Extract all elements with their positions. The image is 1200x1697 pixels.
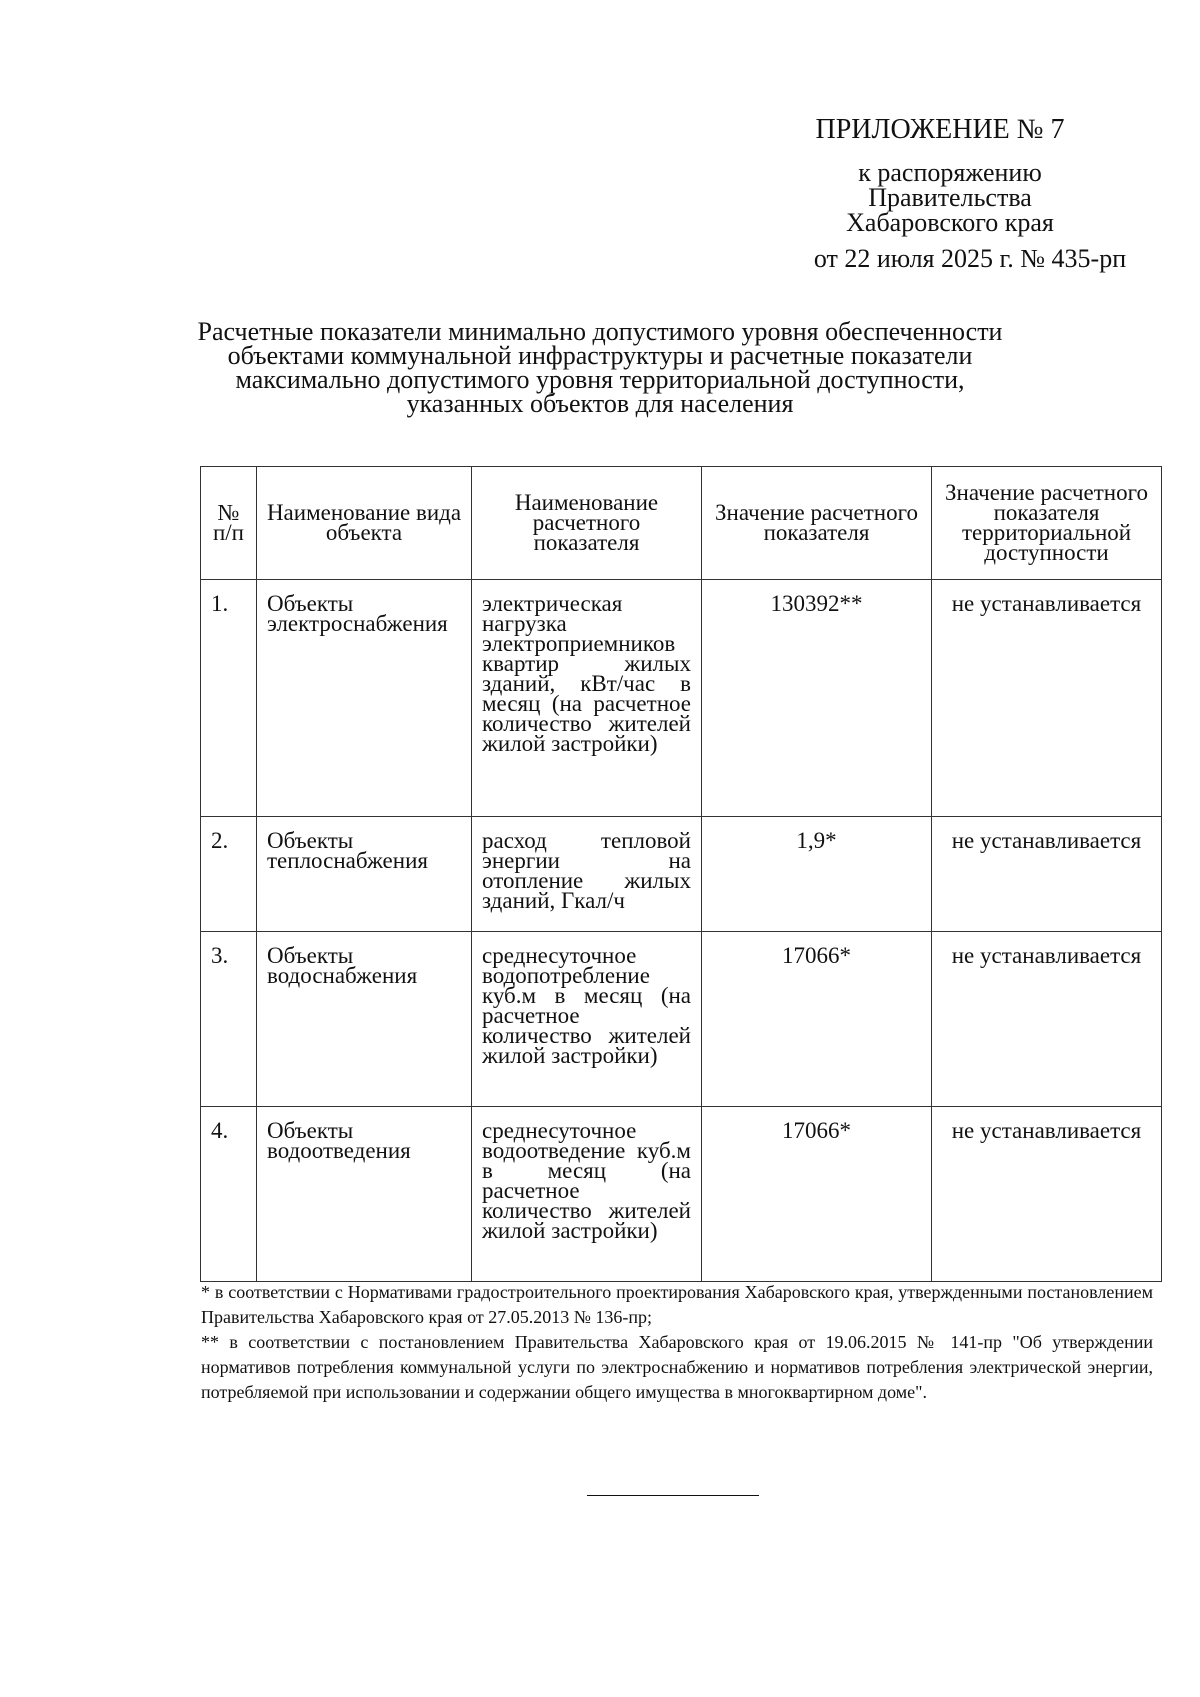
decree-reference-line-1: к распоряжению [858, 158, 1042, 187]
document-title-line-1: Расчетные показатели минимально допустимого уровня обеспеченности [197, 317, 1003, 346]
document-title [150, 317, 1050, 418]
object-kind: Объекты электроснабжения [257, 580, 472, 817]
row-number: 1. [201, 580, 257, 817]
object-kind: Объекты водоотведения [257, 1107, 472, 1282]
table-row [201, 1107, 1162, 1282]
document-title-line-2: объектами коммунальной инфраструктуры и расчетные показатели [227, 341, 973, 370]
indicator-value: 130392** [702, 580, 932, 817]
table-row [201, 580, 1162, 817]
indicator-value: 17066* [702, 932, 932, 1107]
row-number: 4. [201, 1107, 257, 1282]
document-title-line-4: указанных объектов для населения [406, 389, 794, 418]
indicator-value: 1,9* [702, 817, 932, 932]
footnote-single-asterisk: * в соответствии с Нормативами градостроительного проектирования Хабаровского края, утвержденными постановлением Правительства Хабаровского края от 27.05.2013 № 136-пр; [201, 1282, 1153, 1327]
accessibility-value: не устанавливается [932, 932, 1162, 1107]
indicator-name: расход тепловой энергии на отопление жилых зданий, Гкал/ч [472, 817, 702, 932]
header-object-kind: Наименование вида объекта [257, 467, 472, 580]
header-accessibility-value: Значение расчетного показателя территориальной доступности [932, 467, 1162, 580]
indicator-name: среднесуточное водопотребление куб.м в месяц (на расчетное количество жителей жилой застройки) [472, 932, 702, 1107]
object-kind: Объекты теплоснабжения [257, 817, 472, 932]
closing-divider [587, 1495, 759, 1496]
footnote-double-asterisk: ** в соответствии с постановлением Правительства Хабаровского края от 19.06.2015 № 141-пр "Об утверждении нормативов потребления коммунальной услуги по электроснабжению и нормативов потребления электрической энергии, потребляемой при использовании и содержании общего имущества в многоквартирном доме". [201, 1332, 1153, 1402]
header-indicator-name: Наименование расчетного показателя [472, 467, 702, 580]
accessibility-value: не устанавливается [932, 817, 1162, 932]
accessibility-value: не устанавливается [932, 580, 1162, 817]
decree-reference-line-3: Хабаровского края [846, 208, 1054, 237]
indicator-name: среднесуточное водоотведение куб.м в месяц (на расчетное количество жителей жилой застройки) [472, 1107, 702, 1282]
footnotes [201, 1280, 1153, 1405]
row-number: 3. [201, 932, 257, 1107]
document-title-line-3: максимально допустимого уровня территориальной доступности, [235, 365, 965, 394]
indicator-name: электрическая нагрузка электроприемников квартир жилых зданий, кВт/час в месяц (на расчетное количество жителей жилой застройки) [472, 580, 702, 817]
appendix-title: ПРИЛОЖЕНИЕ № 7 [815, 114, 1065, 145]
decree-date-number: от 22 июля 2025 г. № 435-рп [813, 244, 1127, 273]
decree-reference [800, 160, 1100, 235]
accessibility-value: не устанавливается [932, 1107, 1162, 1282]
object-kind: Объекты водоснабжения [257, 932, 472, 1107]
row-number: 2. [201, 817, 257, 932]
table-header-row [201, 467, 1162, 580]
indicators-table [200, 466, 1162, 1282]
indicator-value: 17066* [702, 1107, 932, 1282]
table-row [201, 932, 1162, 1107]
header-indicator-value: Значение расчетного показателя [702, 467, 932, 580]
table-row [201, 817, 1162, 932]
decree-reference-line-2: Правительства [868, 183, 1032, 212]
header-number: № п/п [201, 467, 257, 580]
